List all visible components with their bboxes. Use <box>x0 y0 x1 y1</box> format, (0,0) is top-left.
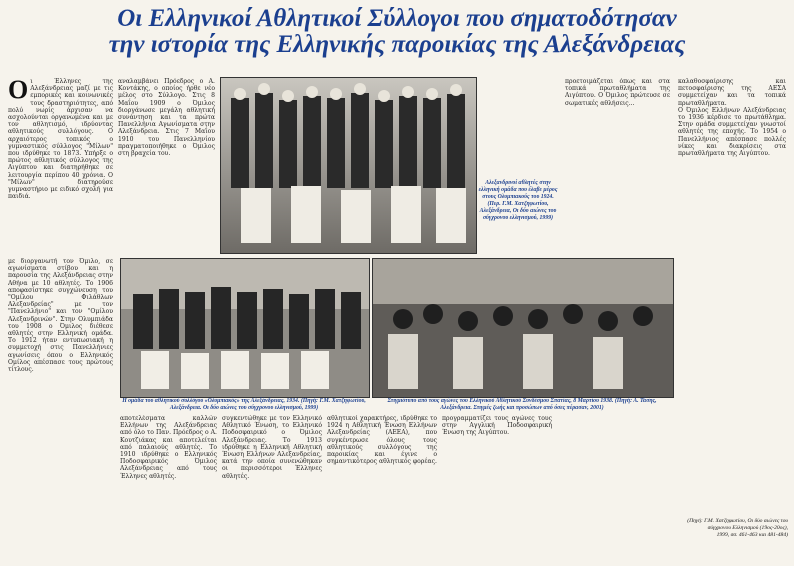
photo-games-snapshot <box>372 258 674 398</box>
source-line-1: (Πηγή: Γ.Μ. Χατζηφωτίου, Οι δύο αιώνες του <box>687 518 788 524</box>
caption-games-snapshot: Στιγμιότυπο από τους αγώνες του Ελληνικού Αθλητικού Συνδέσμου Σπατίας, 8 Μαρτίου 1938. (Πηγή: Α. Τάσης, Αλεξάνδρεια. Στιγμές ζωής και προσώπων από όσες πέρασαν, 2001) <box>387 398 657 411</box>
column-2-text: αναλαμβάνει Πρόεδρος ο Α. Κοντάκης, ο οποίος ήρθε νέο μέλος στο Σύλλογο. Στις 8 Μαΐου 1909 ο Όμιλος διοργάνωσε μεγάλη αθλητική συνάντηση και τα πρώτα Πανελλήνια Αγωνίσματα στην Αλεξάνδρεια. Στις 7 Μαΐου 1910 του Πανελληνίου πραγματοποιήθηκε ο Όμιλος στη βραχεία του. <box>118 78 215 158</box>
photo-olympic-athletes <box>220 77 477 254</box>
column-5-upper-text: καλαθοσφαίρισης και πετοσφαίρισης της ΑΕΣΑ συμμετείχαν και τα τοπικά πρωταθλήματα. <box>678 78 786 107</box>
team-photo-2-image <box>121 259 369 397</box>
column-4c-lower-text: προγραμματίζει τους αγώνες τους στην Αγγλική Ποδοσφαιρική Ένωση της Αιγύπτου. <box>442 415 552 437</box>
text-column-2 <box>118 78 215 253</box>
title-line-1: Οι Ελληνικοί Αθλητικοί Σύλλογοι που σηματοδότησαν <box>117 5 677 32</box>
caption-olympic-athletes: Αλεξανδρινοί αθλητές στην ελληνική ομάδα που έλαβε μέρος στους Ολυμπιακούς του 1924. (Περ. Γ.Μ. Χατζηφωτίου, Αλεξάνδρεια, Οι δύο αιώνες του σύγχρονου ελληνισμού, 1999) <box>478 180 558 221</box>
article-title <box>0 6 794 58</box>
text-column-1 <box>8 78 113 253</box>
source-line-2: σύγχρονου Ελληνισμού (19ος-20ος), <box>707 525 788 531</box>
text-column-4c-lower <box>442 415 552 560</box>
title-line-2: την ιστορία της Ελληνικής παροικίας της Αλεξάνδρειας <box>108 31 686 58</box>
crowd-photo-image <box>373 259 673 397</box>
source-line-3: 1999, σσ. 461-463 και 481-484) <box>716 532 788 538</box>
caption-olympiakos-team: Η ομάδα του αθλητικού συλλόγου «Ολυμπιακός» της Αλεξάνδρειας, 1934. (Πηγή: Γ.Μ. Χατζηφωτίου, Αλεξάνδρεια. Οι δύο αιώνες του σύγχρονου ελληνισμού, 1999) <box>122 398 366 411</box>
text-column-1-lower <box>8 258 113 558</box>
text-column-4-lower <box>327 415 437 560</box>
source-note <box>640 518 788 539</box>
team-photo-image <box>221 78 476 253</box>
column-2-lower-text: αποτελέσματα καλλών Ελλήνων της Αλεξάνδρειας από όλο το Παν. Πρόεδρος ο Α. Κουτζιάκας και αποτελείται από παλαιούς αθλητές. Το 1910 ιδρύθηκε ο Ελληνικός Ποδοσφαιρικός Όμιλος Αλεξάνδρειας από τους Έλληνες αθλητές. <box>120 415 217 480</box>
text-column-2-lower <box>120 415 217 560</box>
photo-olympiakos-team <box>120 258 370 398</box>
column-1-text: ι Έλληνες της Αλεξάνδρειας μαζί με τις εμπορικές και κοινωνικές τους δραστηριότητες, από πολύ νωρίς άρχισαν να ασχολούνται οργανωμένα και με τον αθλητισμό, ιδρύοντας αθλητικούς συλλόγους. Ο αρχαιότερος τοπικός ο γυμναστικός σύλλογος "Μίλων" που ιδρύθηκε το 1873. Υπήρξε ο πρώτος αθλητικός σύλλογος της Αιγύπτου και διατηρήθηκε σε λειτουργία περίπου 40 χρόνια. Ο "Μίλων" διατηρούσε γυμναστήριο με ειδικό σχολή για παιδιά. <box>8 78 113 201</box>
text-column-4-upper <box>565 78 670 253</box>
text-column-3-lower <box>222 415 322 560</box>
column-4-upper-text: προετοιμάζεται όπως και στα τοπικά πρωταθλήματα της Αιγύπτου. Ο Όμιλος πρώτευσε σε σωματικές αθλήσεις... <box>565 78 670 107</box>
column-4-lower-text: αθλητικοί χαρακτήρες, ιδρύθηκε το 1924 η Αθλητική Ένωση Ελλήνων Αλεξανδρείας (ΑΕΕΑ), που συγκέντρωσε όλους τους αθλητικούς συλλόγους της παροικίας και έγινε ο σημαντικότερος αθλητικός φορέας. <box>327 415 437 466</box>
drop-cap: Ο <box>8 78 29 104</box>
column-1-lower-text: με διοργανωτή τον Όμιλο, σε αγωνίσματα στίβου και η παρουσία της Αλεξάνδρειας στην Αθήνα με 10 αθλητές. Το 1906 αποφασίστηκε συγχώνευση του "Ομίλου Φιλάθλων Αλεξανδρείας" με τον "Πανελλήνιο" και τον "Ομίλου Αλεξανδρινών". Στην Ολυμπιάδα του 1908 ο Όμιλος διέθεσε αθλητές στην Ελληνική ομάδα. Το 1912 ήταν εντυπωσιακή η συμμετοχή στις Πανελλήνιες αγωνίσεις όπου ο Ελληνικός Ομίλος απέσπασε τους πρώτους τίτλους. <box>8 258 113 374</box>
column-3-lower-text: συγκεντώθηκε με τον Ελληνικό Αθλητικό Ένωση, το Ελληνικό Ποδοσφαιρικό ο Όμιλος Αλεξάνδρειας. Το 1913 ιδρύθηκε η Ελληνική Αθλητική Ένωση Ελλήνων Αλεξανδρείας, κατά την οποία συνενώθηκαν οι περισσότεροι Έλληνες αθλητές. <box>222 415 322 480</box>
column-5-lower-text: Ο Όμιλος Ελλήνων Αλεξάνδρειας το 1936 κέρδισε το πρωτάθλημα. Στην ομάδα συμμετείχαν γνωστοί αθλητές της εποχής. Το 1954 ο Πανελλήνιος απέσπασε πολλές νίκες και διακρίσεις στα πρωταθλήματα της Αιγύπτου. <box>678 106 786 158</box>
text-column-5 <box>678 78 786 511</box>
